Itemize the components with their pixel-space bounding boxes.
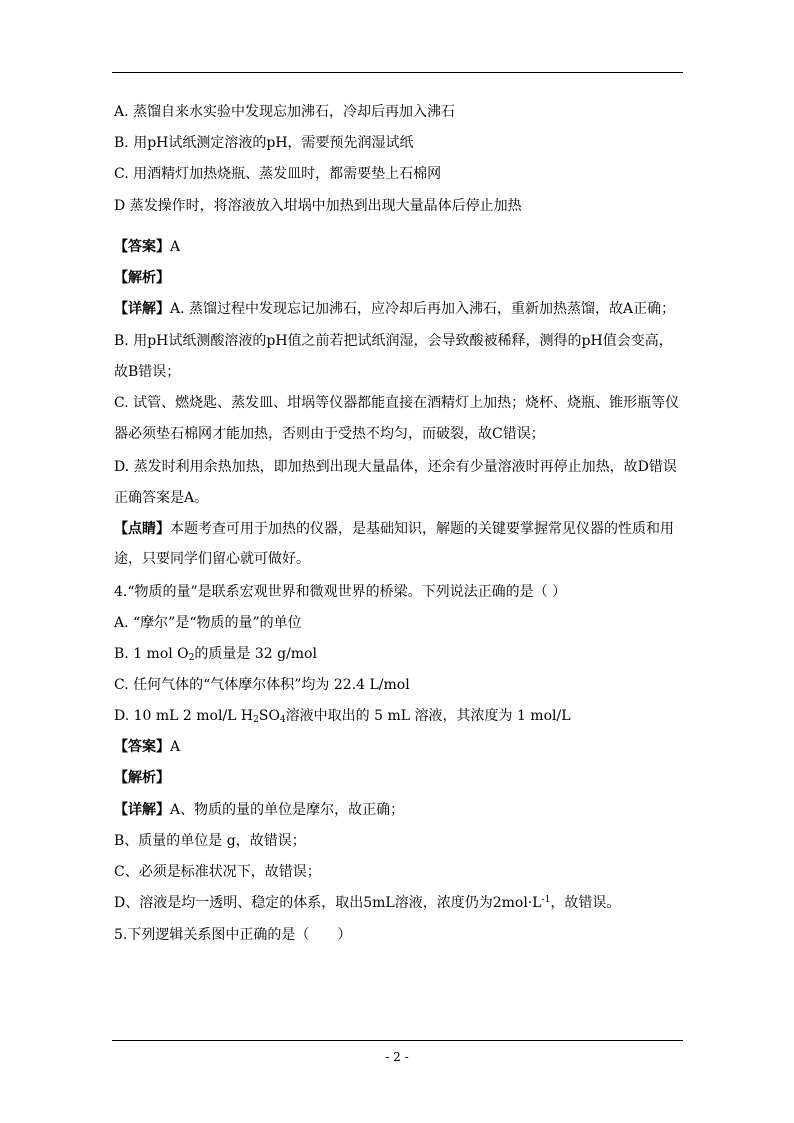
footer-rule bbox=[112, 1040, 683, 1041]
q3-analysis-label: 【解析】 bbox=[114, 270, 170, 286]
comment-label: 【点睛】 bbox=[114, 521, 170, 537]
q4-option-a: A. “摩尔”是“物质的量”的单位 bbox=[114, 615, 302, 631]
answer-value: A bbox=[170, 239, 181, 255]
q3-detail-line: 正确答案是A。 bbox=[114, 490, 209, 506]
q3-option-a: A. 蒸馏自来水实验中发现忘加沸石，冷却后再加入沸石 bbox=[114, 104, 456, 120]
q4-answer bbox=[114, 738, 180, 756]
q4-detail-line bbox=[114, 801, 404, 819]
q3-answer bbox=[114, 238, 180, 256]
header-rule bbox=[112, 72, 683, 73]
comment-text: 本题考查可用于加热的仪器，是基础知识，解题的关键要掌握常见仪器的性质和用 bbox=[170, 521, 674, 537]
q4-stem: 4.“物质的量”是联系宏观世界和微观世界的桥梁。下列说法正确的是（ ） bbox=[114, 584, 567, 600]
q3-detail-line: D. 蒸发时利用余热加热，即加热到出现大量晶体，还余有少量溶液时再停止加热，故D错误 bbox=[114, 459, 677, 475]
q3-comment-line bbox=[114, 520, 674, 538]
detail-text: A、物质的量的单位是摩尔，故正确； bbox=[170, 802, 405, 818]
detail-label: 【详解】 bbox=[114, 301, 170, 317]
q3-option-c: C. 用酒精灯加热烧瓶、蒸发皿时，都需要垫上石棉网 bbox=[114, 166, 442, 182]
q3-detail-line: C. 试管、燃烧匙、蒸发皿、坩埚等仪器都能直接在酒精灯上加热；烧杯、烧瓶、锥形瓶等仪 bbox=[114, 395, 680, 411]
q3-option-b: B. 用pH试纸测定溶液的pH，需要预先润湿试纸 bbox=[114, 135, 414, 151]
q3-detail-line: B. 用pH试纸测酸溶液的pH值之前若把试纸润湿，会导致酸被稀释，测得的pH值会变高， bbox=[114, 333, 673, 349]
q3-option-d: D 蒸发操作时，将溶液放入坩埚中加热到出现大量晶体后停止加热 bbox=[114, 198, 522, 214]
q5-stem: 5.下列逻辑关系图中正确的是（ ） bbox=[114, 927, 352, 943]
q4-detail-line: C、必须是标准状况下，故错误； bbox=[114, 864, 321, 880]
q4-detail-line: B、质量的单位是 g，故错误； bbox=[114, 833, 306, 849]
detail-text: A. 蒸馏过程中发现忘记加沸石，应冷却后再加入沸石，重新加热蒸馏，故A正确； bbox=[170, 301, 676, 317]
page-number: - 2 - bbox=[385, 1050, 409, 1064]
q3-comment-line: 途，只要同学们留心就可做好。 bbox=[114, 551, 310, 567]
answer-label: 【答案】 bbox=[114, 239, 170, 255]
detail-label: 【详解】 bbox=[114, 802, 170, 818]
answer-value: A bbox=[170, 739, 181, 755]
q3-detail-line bbox=[114, 300, 675, 318]
q4-option-d: D. 10 mL 2 mol/L $H_2SO_4$溶液中取出的 5 mL 溶液，其浓度为 1 mol/L bbox=[114, 708, 571, 725]
q3-detail-line: 故B错误； bbox=[114, 364, 181, 380]
q3-detail-line: 器必须垫石棉网才能加热，否则由于受热不均匀，而破裂，故C错误； bbox=[114, 426, 545, 442]
q4-option-c: C. 任何气体的“气体摩尔体积”均为 22.4 L/mol bbox=[114, 677, 410, 693]
q4-analysis-label: 【解析】 bbox=[114, 770, 170, 786]
answer-label: 【答案】 bbox=[114, 739, 170, 755]
q4-option-b: B. 1 mol $O_2$的质量是 32 g/mol bbox=[114, 646, 317, 663]
q4-detail-line: D、溶液是均一透明、稳定的体系，取出5mL溶液，浓度仍为$2mol\cdot L^{-1}$，故错误。 bbox=[114, 895, 621, 911]
